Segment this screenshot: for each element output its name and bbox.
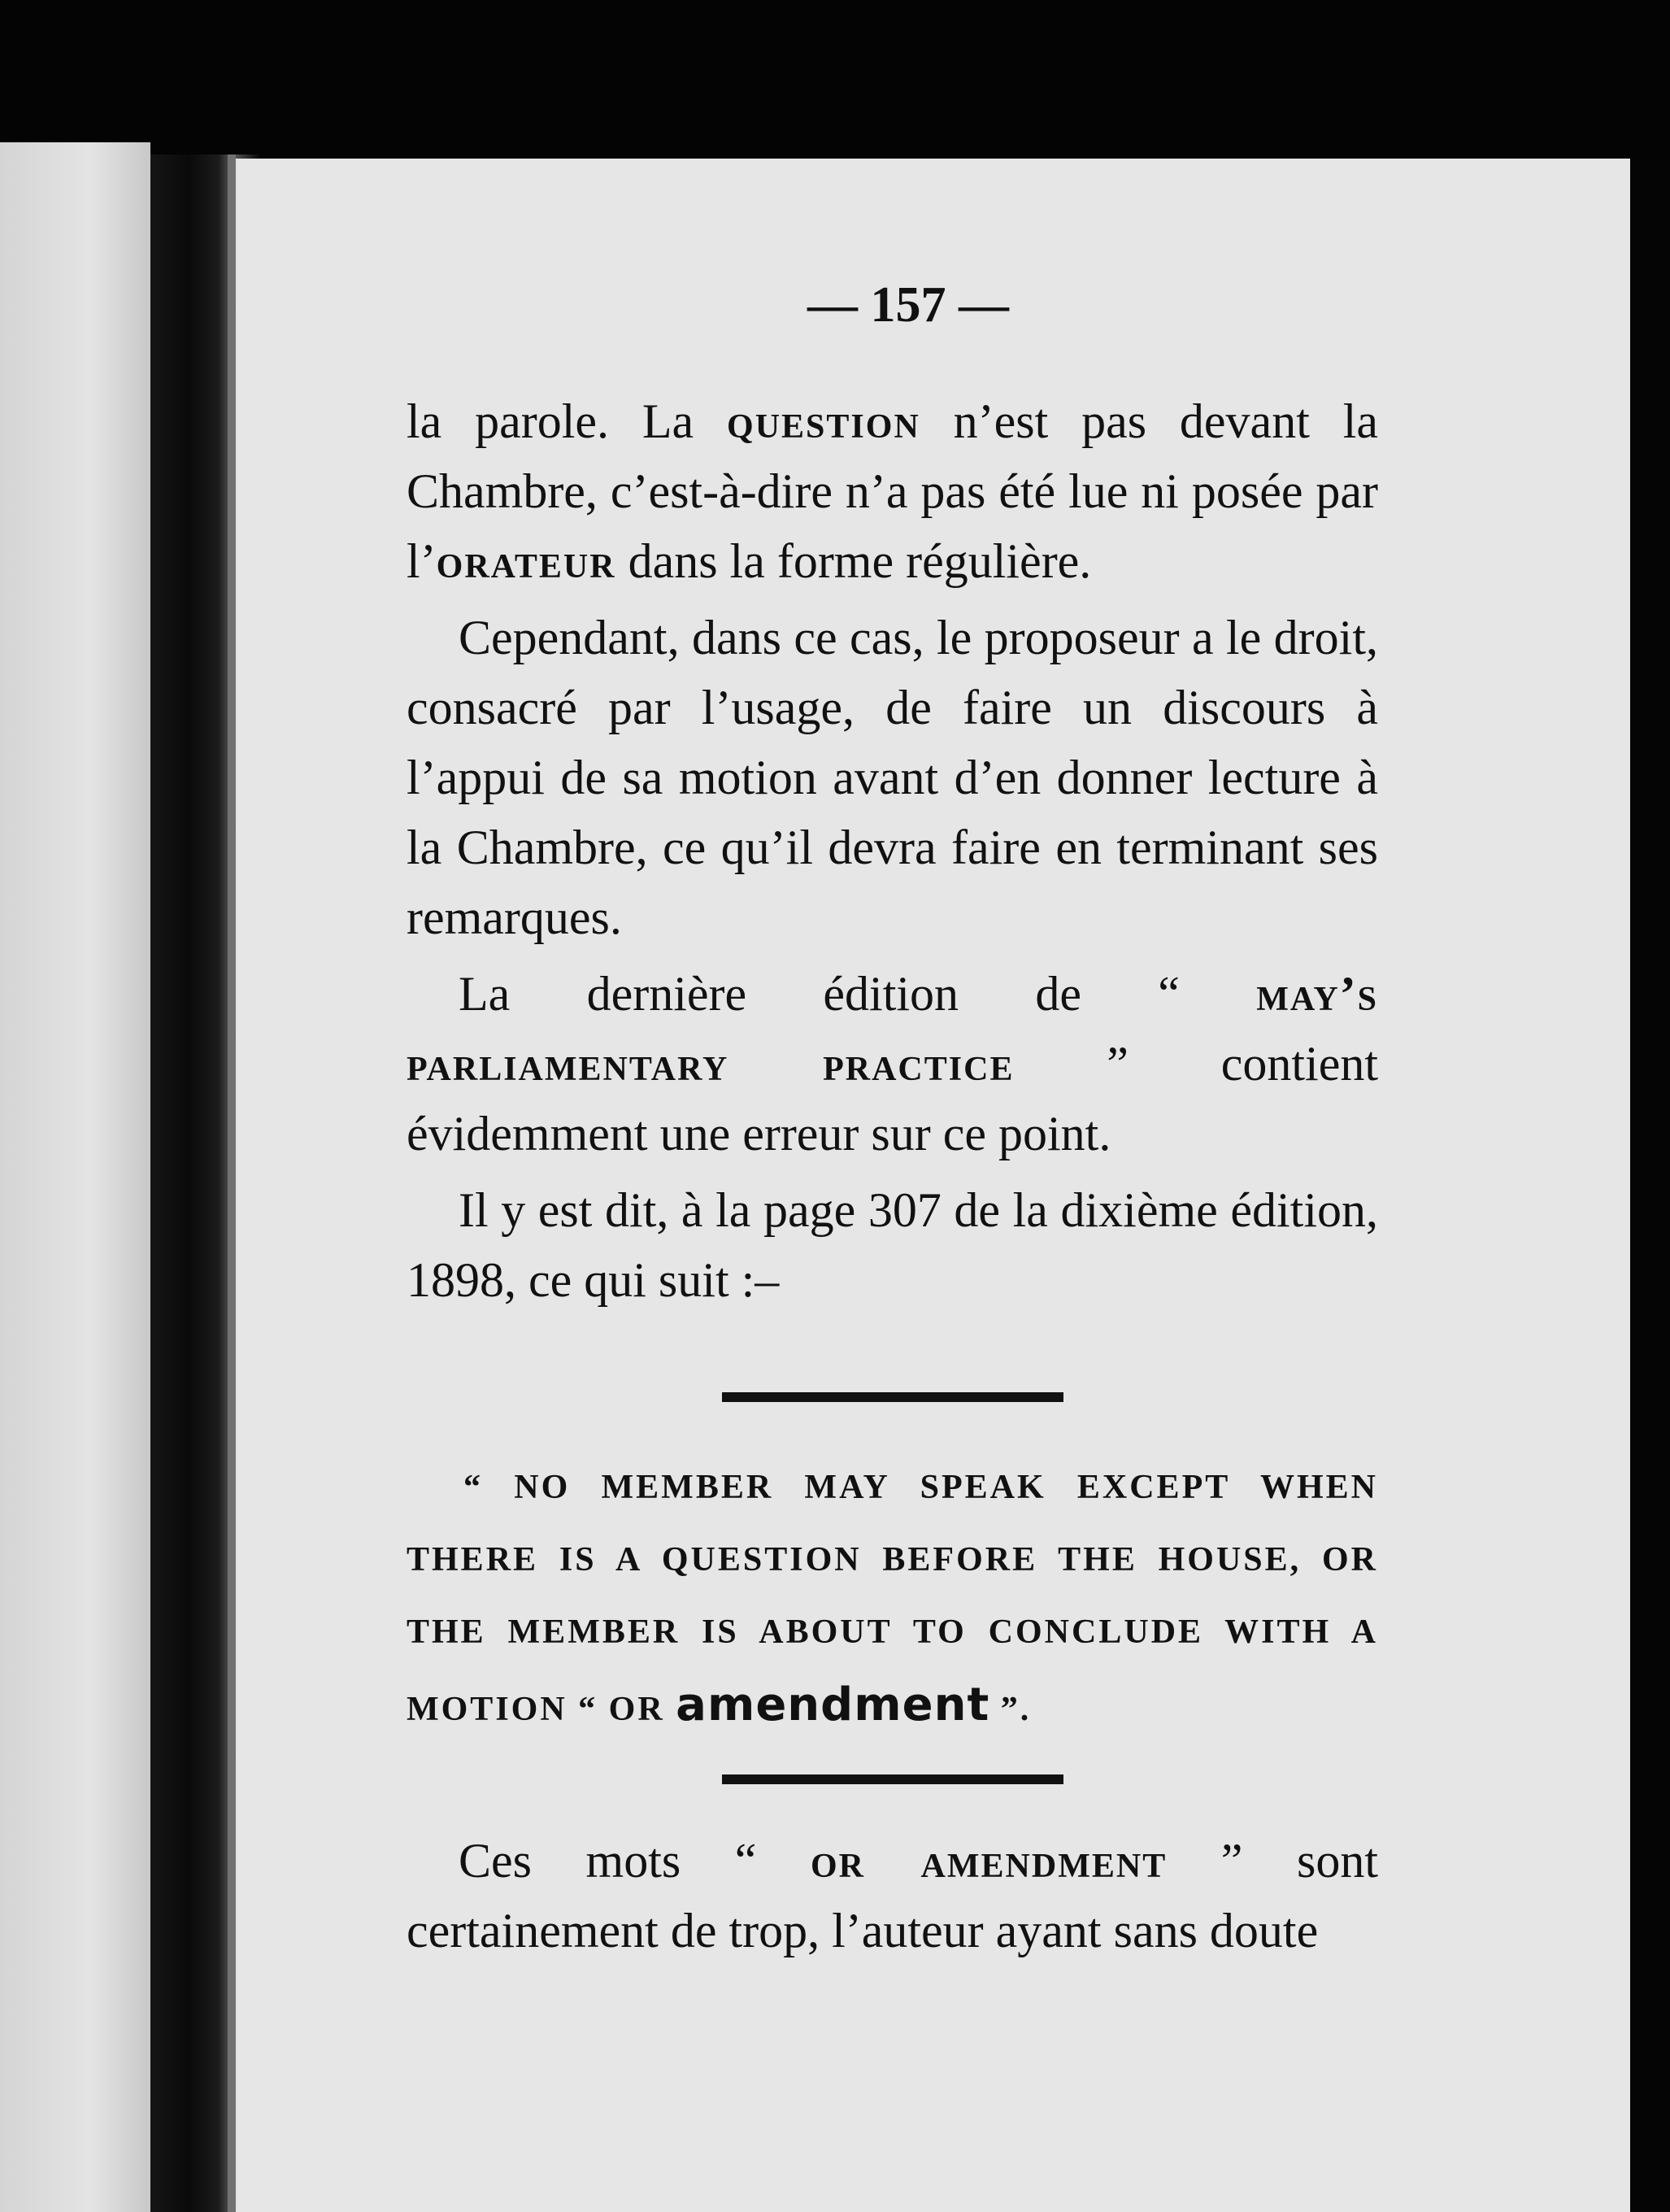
page-number: — 157 — (807, 277, 1009, 333)
paragraph-3 (407, 959, 1378, 1169)
quote-amendment-word: amendment (676, 1679, 990, 1731)
body-text-lower (407, 1826, 1378, 1966)
paragraph-3-text-a: La dernière édition de “ (459, 967, 1257, 1021)
paragraph-1-text-a: la parole. La (407, 394, 728, 448)
closing-text-a: Ces mots “ (459, 1834, 811, 1888)
quote-text (407, 1452, 1378, 1746)
top-quote-rule (722, 1392, 1063, 1402)
book-gutter (150, 155, 236, 2212)
small-caps-orateur: orateur (436, 534, 616, 588)
body-text-upper (407, 386, 1378, 1315)
paragraph-4: Il y est dit, à la page 307 de la dixième édition, 1898, ce qui suit :– (407, 1183, 1378, 1307)
closing-text-c: ” sont certainement de trop, l’auteur ayant sans doute (407, 1834, 1378, 1957)
bottom-quote-rule (722, 1774, 1063, 1784)
paragraph-1-text-e: dans la forme régulière. (615, 534, 1092, 588)
paragraph-2: Cependant, dans ce cas, le proposeur a le droit, consacré par l’usage, de faire un discours à l’appui de sa motion avant d’en donner lecture à la Chambre, ce qu’il devra faire en terminant ses remarques. (407, 611, 1378, 944)
paragraph-3-text-c: ” contient évidemment une erreur sur ce point. (407, 1037, 1379, 1160)
paragraph-1 (407, 386, 1378, 596)
quote-text-a: “ NO MEMBER MAY SPEAK EXCEPT WHEN THERE IS A QUESTION BEFORE THE HOUSE, OR THE MEMBER IS ABOUT TO CONCLUDE WITH A MOTION “ OR (407, 1469, 1378, 1728)
block-quote (407, 1452, 1378, 1746)
right-border (1630, 159, 1670, 2212)
paragraph-1-text-c: n’est pas devant la Chambre, c’est-à-dire n’a pas été lue ni posée par l’ (407, 394, 1379, 588)
small-caps-mays-practice: may’s parliamentary practice (407, 967, 1378, 1091)
left-page-edge (0, 142, 150, 2212)
closing-paragraph (407, 1826, 1378, 1966)
quote-text-c: ”. (989, 1691, 1032, 1728)
small-caps-question: question (727, 394, 920, 448)
small-caps-or-amendment: or amendment (811, 1834, 1168, 1888)
